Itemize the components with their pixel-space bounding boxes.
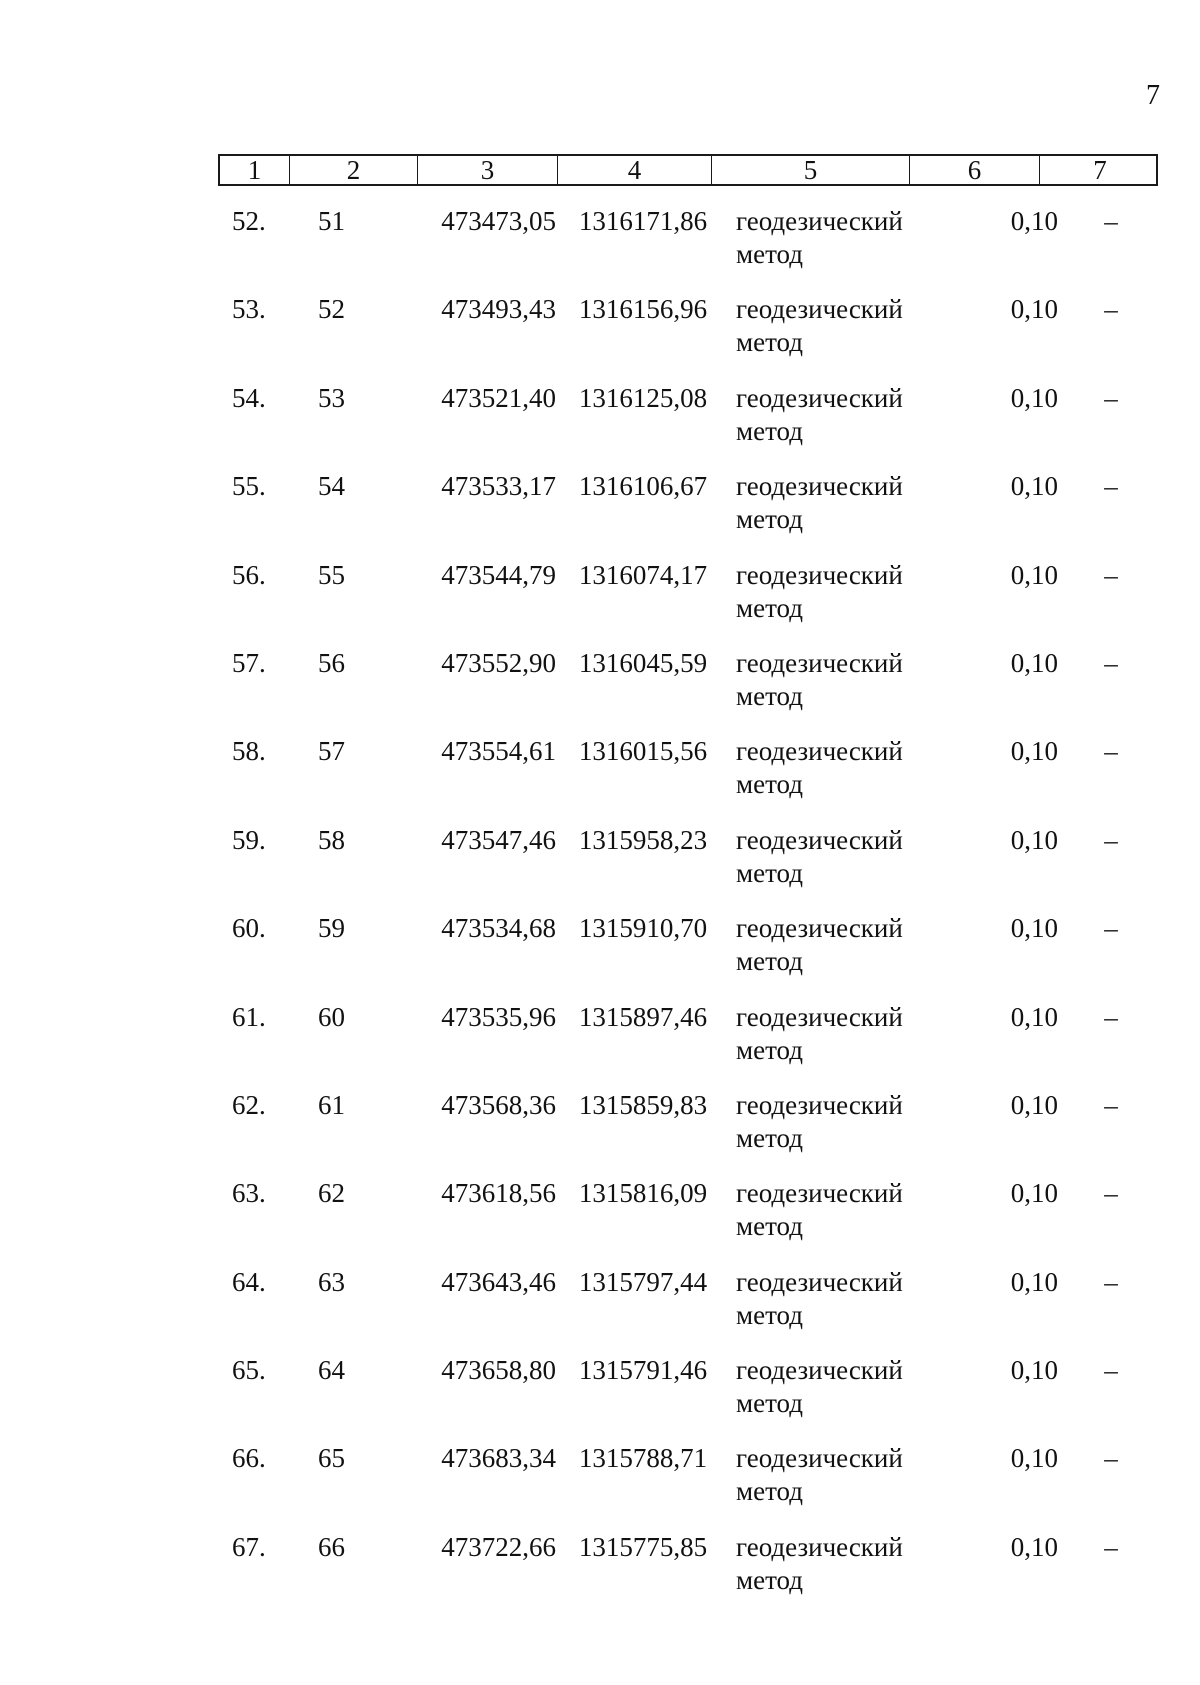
column-header: 1	[220, 156, 290, 184]
table-row	[218, 735, 1158, 823]
method-line: метод	[736, 1564, 803, 1595]
point-number: 53	[318, 382, 345, 413]
coordinate-y: 1316125,08	[578, 382, 708, 413]
row-number: 59.	[232, 824, 266, 855]
coordinate-y: 1316171,86	[578, 206, 708, 236]
row-number: 53.	[232, 294, 266, 325]
method-line: метод	[736, 769, 803, 800]
accuracy-value: 0,10	[1010, 1178, 1058, 1209]
table-row	[218, 559, 1158, 647]
method-cell	[722, 1354, 946, 1420]
row-number: 67.	[232, 1531, 266, 1562]
method-line: метод	[736, 504, 803, 535]
table-row	[218, 293, 1158, 381]
accuracy-value: 0,10	[1010, 1001, 1058, 1032]
row-number: 58.	[232, 736, 266, 767]
point-number: 56	[318, 647, 345, 678]
method-cell	[722, 1177, 946, 1243]
column-header: 5	[712, 156, 910, 184]
column-header: 6	[910, 156, 1040, 184]
point-number: 65	[318, 1443, 345, 1474]
row-number: 55.	[232, 471, 266, 502]
accuracy-value: 0,10	[1010, 1443, 1058, 1474]
method-line: метод	[736, 857, 803, 888]
coordinate-y: 1316045,59	[578, 647, 708, 678]
method-cell	[722, 293, 946, 359]
method-line: метод	[736, 1299, 803, 1330]
table-body	[218, 205, 1158, 1619]
accuracy-value: 0,10	[1010, 206, 1058, 236]
coordinate-x: 473643,46	[441, 1266, 556, 1297]
column-header: 2	[290, 156, 418, 184]
accuracy-value: 0,10	[1010, 1531, 1058, 1562]
point-number: 59	[318, 913, 345, 944]
point-number: 58	[318, 824, 345, 855]
table-row	[218, 1442, 1158, 1530]
column-header: 7	[1093, 154, 1107, 185]
table-row	[218, 1089, 1158, 1177]
method-line: метод	[736, 1034, 803, 1065]
accuracy-value: 0,10	[1010, 1089, 1058, 1120]
row-number: 57.	[232, 647, 266, 678]
coordinate-y: 1315958,23	[578, 824, 708, 855]
accuracy-value: 0,10	[1010, 913, 1058, 944]
coordinate-y: 1316074,17	[578, 559, 708, 590]
method-cell	[722, 559, 946, 625]
coordinate-y: 1316156,96	[578, 294, 708, 325]
method-line: метод	[736, 680, 803, 711]
note-value: –	[1104, 1001, 1118, 1032]
accuracy-value: 0,10	[1010, 382, 1058, 413]
method-line: геодезический	[736, 824, 903, 855]
row-number: 54.	[232, 382, 266, 413]
coordinate-x: 473533,17	[441, 471, 556, 502]
point-number: 60	[318, 1001, 345, 1032]
coordinate-y: 1315859,83	[578, 1089, 708, 1120]
note-value: –	[1104, 1266, 1118, 1297]
coordinate-y: 1315791,46	[578, 1355, 708, 1386]
note-value: –	[1104, 471, 1118, 502]
method-cell	[722, 1442, 946, 1508]
table-row	[218, 1531, 1158, 1619]
coordinate-y: 1315775,85	[578, 1531, 708, 1562]
accuracy-value: 0,10	[1010, 294, 1058, 325]
method-line: геодезический	[736, 559, 903, 590]
method-cell	[722, 912, 946, 978]
point-number: 62	[318, 1178, 345, 1209]
coordinate-y: 1316015,56	[578, 736, 708, 767]
accuracy-value: 0,10	[1010, 647, 1058, 678]
method-cell	[722, 735, 946, 801]
accuracy-value: 0,10	[1010, 1355, 1058, 1386]
accuracy-value: 0,10	[1010, 559, 1058, 590]
note-value: –	[1104, 559, 1118, 590]
column-header: 4	[558, 156, 712, 184]
coordinate-x: 473521,40	[441, 382, 556, 413]
note-value: –	[1104, 1531, 1118, 1562]
method-line: геодезический	[736, 1266, 903, 1297]
row-number: 62.	[232, 1089, 266, 1120]
table-row	[218, 912, 1158, 1000]
table-row	[218, 1001, 1158, 1089]
coordinate-y: 1315816,09	[578, 1178, 708, 1209]
method-line: геодезический	[736, 382, 903, 413]
note-value: –	[1104, 913, 1118, 944]
method-line: геодезический	[736, 1531, 903, 1562]
method-line: геодезический	[736, 1001, 903, 1032]
method-cell	[722, 470, 946, 536]
accuracy-value: 0,10	[1010, 824, 1058, 855]
method-line: геодезический	[736, 736, 903, 767]
point-number: 61	[318, 1089, 345, 1120]
note-value: –	[1104, 824, 1118, 855]
point-number: 52	[318, 294, 345, 325]
method-cell	[722, 1266, 946, 1332]
note-value: –	[1104, 382, 1118, 413]
note-value: –	[1104, 1089, 1118, 1120]
point-number: 51	[318, 206, 345, 236]
coordinate-x: 473493,43	[441, 294, 556, 325]
method-cell	[722, 1001, 946, 1067]
method-line: геодезический	[736, 294, 903, 325]
table-row	[218, 1177, 1158, 1265]
note-value: –	[1104, 1443, 1118, 1474]
note-value: –	[1104, 647, 1118, 678]
method-line: геодезический	[736, 1355, 903, 1386]
coordinate-y: 1315788,71	[578, 1443, 708, 1474]
method-cell	[722, 382, 946, 448]
note-value: –	[1104, 294, 1118, 325]
method-cell	[722, 205, 946, 271]
point-number: 55	[318, 559, 345, 590]
table-row	[218, 1266, 1158, 1354]
coordinate-x: 473658,80	[441, 1355, 556, 1386]
coordinate-x: 473554,61	[441, 736, 556, 767]
method-line: метод	[736, 1476, 803, 1507]
accuracy-value: 0,10	[1010, 1266, 1058, 1297]
coordinate-x: 473535,96	[441, 1001, 556, 1032]
point-number: 63	[318, 1266, 345, 1297]
coordinate-x: 473547,46	[441, 824, 556, 855]
page-number: 7	[1146, 80, 1160, 111]
note-value: –	[1104, 736, 1118, 767]
row-number: 52.	[232, 206, 266, 236]
table-row	[218, 382, 1158, 470]
point-number: 57	[318, 736, 345, 767]
method-cell	[722, 824, 946, 890]
row-number: 64.	[232, 1266, 266, 1297]
coordinate-x: 473618,56	[441, 1178, 556, 1209]
method-line: геодезический	[736, 471, 903, 502]
method-line: метод	[736, 1211, 803, 1242]
row-number: 63.	[232, 1178, 266, 1209]
coordinate-y: 1316106,67	[578, 471, 708, 502]
table-row	[218, 1354, 1158, 1442]
table-row	[218, 647, 1158, 735]
table-header	[218, 154, 1158, 186]
method-line: геодезический	[736, 913, 903, 944]
coordinate-x: 473544,79	[441, 559, 556, 590]
method-line: метод	[736, 592, 803, 623]
point-number: 66	[318, 1531, 345, 1562]
note-value: –	[1104, 1355, 1118, 1386]
accuracy-value: 0,10	[1010, 736, 1058, 767]
row-number: 61.	[232, 1001, 266, 1032]
coordinate-x: 473534,68	[441, 913, 556, 944]
note-value: –	[1104, 206, 1118, 236]
method-line: геодезический	[736, 647, 903, 678]
table-row	[218, 470, 1158, 558]
column-header: 3	[418, 156, 558, 184]
method-line: метод	[736, 1388, 803, 1419]
point-number: 64	[318, 1355, 345, 1386]
point-number: 54	[318, 471, 345, 502]
coordinate-x: 473473,05	[441, 206, 556, 236]
method-line: метод	[736, 327, 803, 358]
method-line: геодезический	[736, 1443, 903, 1474]
method-cell	[722, 647, 946, 713]
coordinate-y: 1315797,44	[578, 1266, 708, 1297]
coordinate-x: 473683,34	[441, 1443, 556, 1474]
method-line: геодезический	[736, 1089, 903, 1120]
table-row	[218, 824, 1158, 912]
method-cell	[722, 1531, 946, 1597]
coordinate-x: 473552,90	[441, 647, 556, 678]
row-number: 66.	[232, 1443, 266, 1474]
table-row	[218, 205, 1158, 293]
coordinate-y: 1315897,46	[578, 1001, 708, 1032]
coordinate-x: 473568,36	[441, 1089, 556, 1120]
method-line: геодезический	[736, 206, 903, 236]
row-number: 60.	[232, 913, 266, 944]
method-line: геодезический	[736, 1178, 903, 1209]
method-line: метод	[736, 239, 803, 269]
method-line: метод	[736, 415, 803, 446]
row-number: 56.	[232, 559, 266, 590]
method-cell	[722, 1089, 946, 1155]
row-number: 65.	[232, 1355, 266, 1386]
coordinate-x: 473722,66	[441, 1531, 556, 1562]
accuracy-value: 0,10	[1010, 471, 1058, 502]
note-value: –	[1104, 1178, 1118, 1209]
method-line: метод	[736, 946, 803, 977]
coordinate-y: 1315910,70	[578, 913, 708, 944]
method-line: метод	[736, 1122, 803, 1153]
